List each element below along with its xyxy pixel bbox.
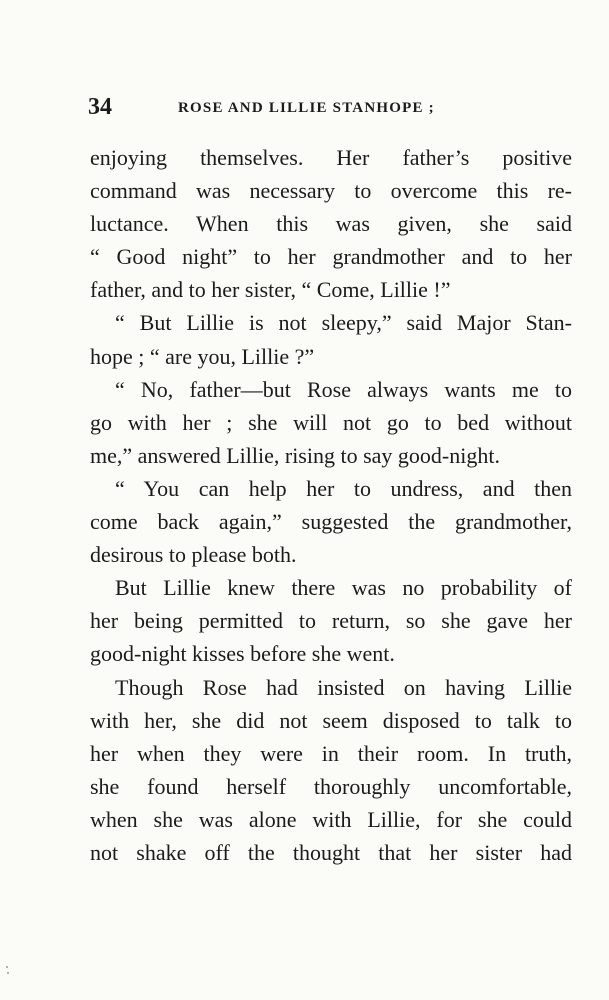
text-line: me,” answered Lillie, rising to say good-night. <box>90 442 500 468</box>
text-line: come back again,” suggested the grandmother, <box>90 509 572 535</box>
text-line: with her, she did not seem disposed to talk to <box>90 707 572 733</box>
text-line: command was necessary to overcome this re- <box>90 178 572 204</box>
paper-speck <box>7 972 9 974</box>
text-line: “ But Lillie is not sleepy,” said Major Stan- <box>115 310 572 336</box>
text-line: go with her ; she will not go to bed without <box>90 409 572 435</box>
text-line: hope ; “ are you, Lillie ?” <box>90 343 315 369</box>
body-text <box>90 141 572 869</box>
text-line: enjoying themselves. Her father’s positive <box>90 145 572 170</box>
text-line: good-night kisses before she went. <box>90 641 395 667</box>
text-line: desirous to please both. <box>90 542 297 568</box>
running-title: ROSE AND LILLIE STANHOPE ; <box>178 100 435 116</box>
page-number: 34 <box>88 94 112 120</box>
text-line: she found herself thoroughly uncomfortable, <box>90 773 572 799</box>
paper-speck <box>6 966 8 968</box>
paper-specks <box>6 966 10 978</box>
text-line: when she was alone with Lillie, for she could <box>90 806 572 832</box>
text-line: her when they were in their room. In truth, <box>90 740 572 766</box>
text-line: not shake off the thought that her sister had <box>90 839 572 865</box>
text-line: Though Rose had insisted on having Lillie <box>115 674 572 700</box>
page-header <box>88 92 570 124</box>
text-line: “ No, father—but Rose always wants me to <box>115 376 572 402</box>
text-line: “ You can help her to undress, and then <box>115 475 572 501</box>
text-line: father, and to her sister, “ Come, Lillie !” <box>90 277 451 303</box>
text-line: “ Good night” to her grandmother and to her <box>90 244 572 270</box>
text-line: her being permitted to return, so she gave her <box>90 608 572 634</box>
text-line: luctance. When this was given, she said <box>90 211 572 237</box>
text-line: But Lillie knew there was no probability of <box>115 575 572 601</box>
